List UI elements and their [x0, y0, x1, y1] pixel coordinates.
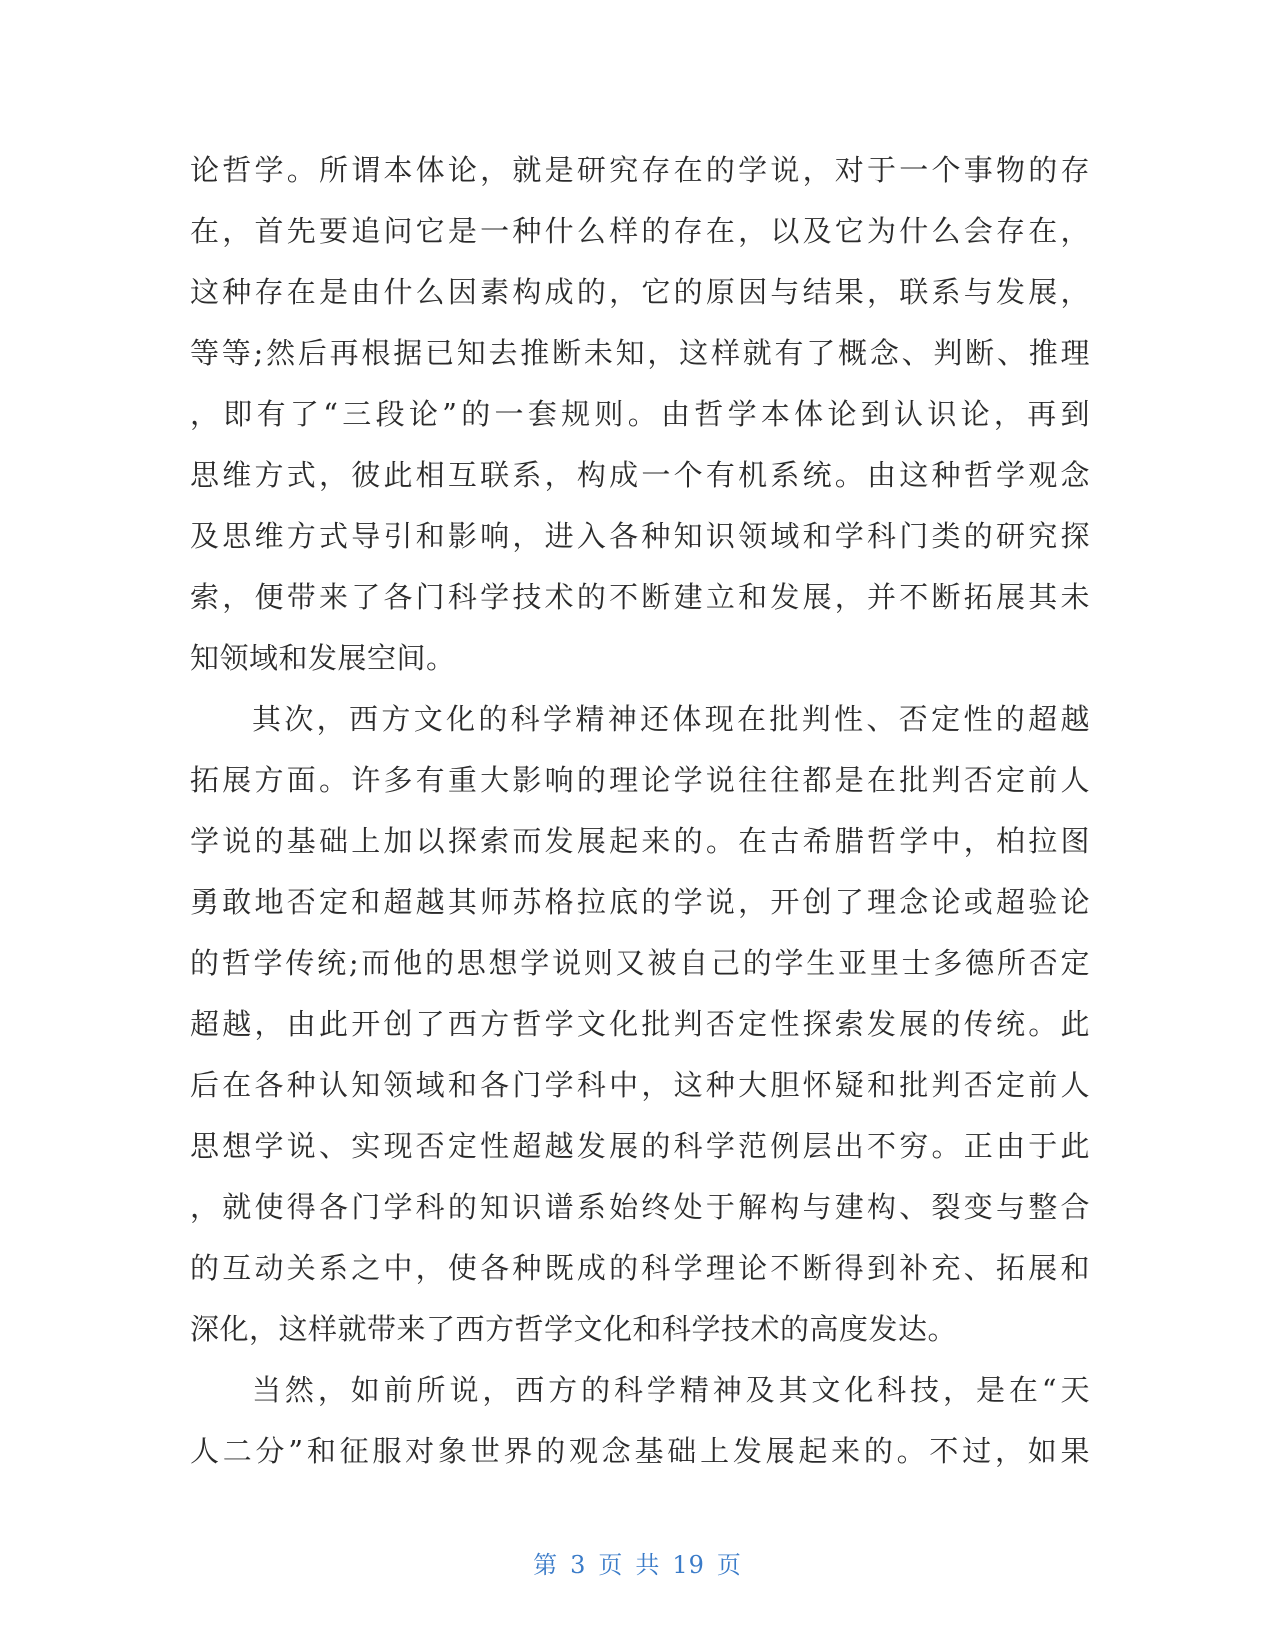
current-page-number: 3	[570, 1551, 587, 1579]
footer-total-word: 共	[635, 1551, 661, 1579]
text-line: 及思维方式导引和影响，进入各种知识领域和学科门类的研究探	[190, 519, 1090, 553]
body-text	[190, 140, 1090, 1482]
paragraph-1	[190, 140, 1090, 689]
text-line: 人二分”和征服对象世界的观念基础上发展起来的。不过，如果	[190, 1434, 1090, 1468]
text-line: 深化，这样就带来了西方哲学文化和科学技术的高度发达。	[190, 1312, 958, 1346]
text-line: 思想学说、实现否定性超越发展的科学范例层出不穷。正由于此	[190, 1129, 1090, 1163]
text-line: 拓展方面。许多有重大影响的理论学说往往都是在批判否定前人	[190, 763, 1090, 797]
text-line: 知领域和发展空间。	[190, 641, 456, 675]
text-line: 超越，由此开创了西方哲学文化批判否定性探索发展的传统。此	[190, 1007, 1090, 1041]
text-line: 其次，西方文化的科学精神还体现在批判性、否定性的超越	[252, 702, 1090, 736]
text-line: 索，便带来了各门科学技术的不断建立和发展，并不断拓展其未	[190, 580, 1090, 614]
text-line: ，即有了“三段论”的一套规则。由哲学本体论到认识论，再到	[190, 397, 1090, 431]
paragraph-2	[190, 689, 1090, 1360]
page-footer	[0, 1545, 1275, 1580]
footer-suffix: 页	[716, 1551, 742, 1579]
total-pages-number: 19	[672, 1551, 705, 1579]
text-line: 后在各种认知领域和各门学科中，这种大胆怀疑和批判否定前人	[190, 1068, 1090, 1102]
text-line: 在，首先要追问它是一种什么样的存在，以及它为什么会存在，	[190, 214, 1090, 248]
footer-page-word: 页	[598, 1551, 624, 1579]
text-line: 当然，如前所说，西方的科学精神及其文化科技，是在“天	[252, 1373, 1090, 1407]
text-line: 这种存在是由什么因素构成的，它的原因与结果，联系与发展，	[190, 275, 1090, 309]
text-line: 思维方式，彼此相互联系，构成一个有机系统。由这种哲学观念	[190, 458, 1090, 492]
text-line: 论哲学。所谓本体论，就是研究存在的学说，对于一个事物的存	[190, 153, 1090, 187]
text-line: 勇敢地否定和超越其师苏格拉底的学说，开创了理念论或超验论	[190, 885, 1090, 919]
text-line: 等等;然后再根据已知去推断未知，这样就有了概念、判断、推理	[190, 336, 1090, 370]
text-line: 的哲学传统;而他的思想学说则又被自己的学生亚里士多德所否定	[190, 946, 1090, 980]
footer-prefix: 第	[533, 1551, 559, 1579]
text-line: 学说的基础上加以探索而发展起来的。在古希腊哲学中，柏拉图	[190, 824, 1090, 858]
text-line: ，就使得各门学科的知识谱系始终处于解构与建构、裂变与整合	[190, 1190, 1090, 1224]
text-line: 的互动关系之中，使各种既成的科学理论不断得到补充、拓展和	[190, 1251, 1090, 1285]
paragraph-3	[190, 1360, 1090, 1482]
